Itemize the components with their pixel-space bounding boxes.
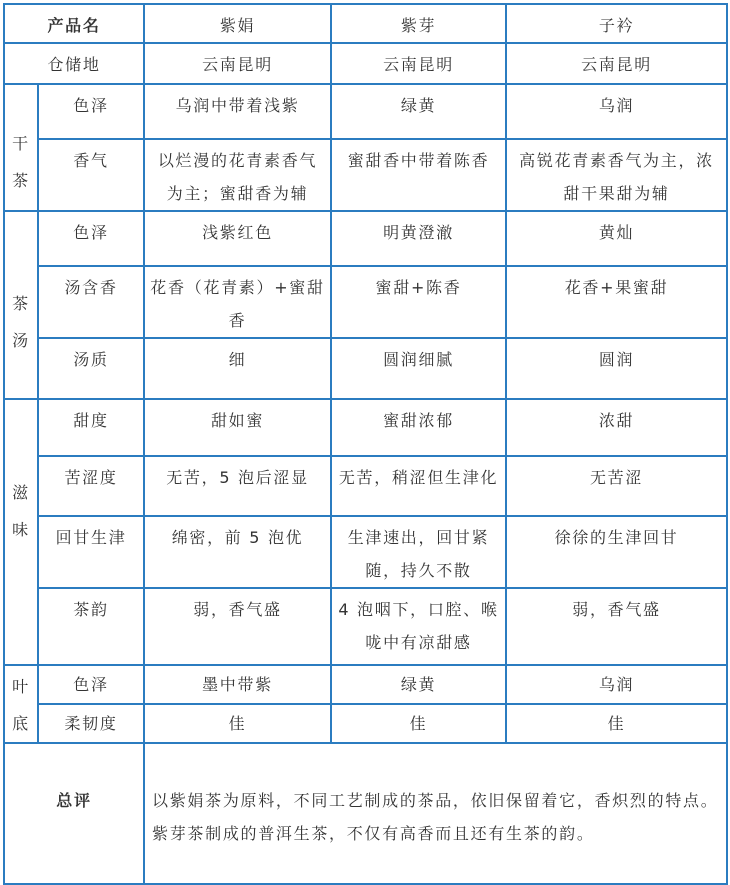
table-row — [4, 266, 727, 338]
table-row — [4, 399, 727, 456]
value-zijin: 浓甜 — [506, 399, 727, 456]
summary-line: 以紫娟茶为原料，不同工艺制成的茶品，依旧保留着它，香炽烈的特点。 — [152, 791, 719, 810]
value-zijuan: 以烂漫的花青素香气为主；蜜甜香为辅 — [144, 139, 331, 211]
value-ziya: 明黄澄澈 — [331, 211, 506, 266]
product-zijin: 子衿 — [506, 4, 727, 43]
storage-zijuan: 云南昆明 — [144, 43, 331, 84]
value-zijin: 黄灿 — [506, 211, 727, 266]
attribute-label: 茶韵 — [38, 588, 144, 665]
value-zijin: 乌润 — [506, 665, 727, 704]
value-zijin: 无苦涩 — [506, 456, 727, 516]
attribute-label: 苦涩度 — [38, 456, 144, 516]
value-ziya: 圆润细腻 — [331, 338, 506, 399]
attribute-label: 汤含香 — [38, 266, 144, 338]
value-zijuan: 甜如蜜 — [144, 399, 331, 456]
table-row — [4, 456, 727, 516]
table-row — [4, 665, 727, 704]
attribute-label: 色泽 — [38, 211, 144, 266]
attribute-label: 色泽 — [38, 665, 144, 704]
table-row — [4, 516, 727, 588]
value-ziya: 蜜甜浓郁 — [331, 399, 506, 456]
value-zijuan: 墨中带紫 — [144, 665, 331, 704]
value-zijin: 高锐花青素香气为主，浓甜干果甜为辅 — [506, 139, 727, 211]
summary-text — [144, 743, 727, 884]
value-zijuan: 佳 — [144, 704, 331, 743]
product-zijuan: 紫娟 — [144, 4, 331, 43]
category-tea-liquor: 茶汤 — [4, 211, 38, 399]
attribute-label: 汤质 — [38, 338, 144, 399]
value-zijuan: 弱，香气盛 — [144, 588, 331, 665]
value-ziya: 绿黄 — [331, 84, 506, 139]
value-ziya: 佳 — [331, 704, 506, 743]
value-ziya: 生津速出，回甘紧随，持久不散 — [331, 516, 506, 588]
value-zijuan: 乌润中带着浅紫 — [144, 84, 331, 139]
value-ziya: 4 泡咽下，口腔、喉咙中有凉甜感 — [331, 588, 506, 665]
summary-label: 总评 — [4, 743, 144, 884]
value-zijin: 花香+果蜜甜 — [506, 266, 727, 338]
value-ziya: 无苦，稍涩但生津化 — [331, 456, 506, 516]
table-row — [4, 338, 727, 399]
value-zijuan: 花香（花青素）+蜜甜香 — [144, 266, 331, 338]
value-zijin: 徐徐的生津回甘 — [506, 516, 727, 588]
category-taste: 滋味 — [4, 399, 38, 665]
attribute-label: 香气 — [38, 139, 144, 211]
attribute-label: 柔韧度 — [38, 704, 144, 743]
value-zijuan: 细 — [144, 338, 331, 399]
table-row — [4, 84, 727, 139]
storage-row — [4, 43, 727, 84]
table-row — [4, 211, 727, 266]
value-zijin: 圆润 — [506, 338, 727, 399]
value-zijuan: 无苦，5 泡后涩显 — [144, 456, 331, 516]
summary-row — [4, 743, 727, 884]
product-ziya: 紫芽 — [331, 4, 506, 43]
value-ziya: 蜜甜香中带着陈香 — [331, 139, 506, 211]
category-infused-leaf: 叶底 — [4, 665, 38, 743]
value-zijuan: 绵密，前 5 泡优 — [144, 516, 331, 588]
summary-line: 紫芽茶制成的普洱生茶，不仅有高香而且还有生茶的韵。 — [152, 824, 595, 843]
header-row — [4, 4, 727, 43]
value-zijin: 弱，香气盛 — [506, 588, 727, 665]
value-ziya: 蜜甜+陈香 — [331, 266, 506, 338]
storage-ziya: 云南昆明 — [331, 43, 506, 84]
storage-zijin: 云南昆明 — [506, 43, 727, 84]
attribute-label: 回甘生津 — [38, 516, 144, 588]
table-row — [4, 704, 727, 743]
table-row — [4, 139, 727, 211]
product-name-label: 产品名 — [4, 4, 144, 43]
table-row — [4, 588, 727, 665]
storage-label: 仓储地 — [4, 43, 144, 84]
attribute-label: 色泽 — [38, 84, 144, 139]
category-dry-tea: 干茶 — [4, 84, 38, 211]
tea-comparison-table — [3, 3, 728, 885]
value-zijuan: 浅紫红色 — [144, 211, 331, 266]
attribute-label: 甜度 — [38, 399, 144, 456]
value-ziya: 绿黄 — [331, 665, 506, 704]
value-zijin: 乌润 — [506, 84, 727, 139]
value-zijin: 佳 — [506, 704, 727, 743]
